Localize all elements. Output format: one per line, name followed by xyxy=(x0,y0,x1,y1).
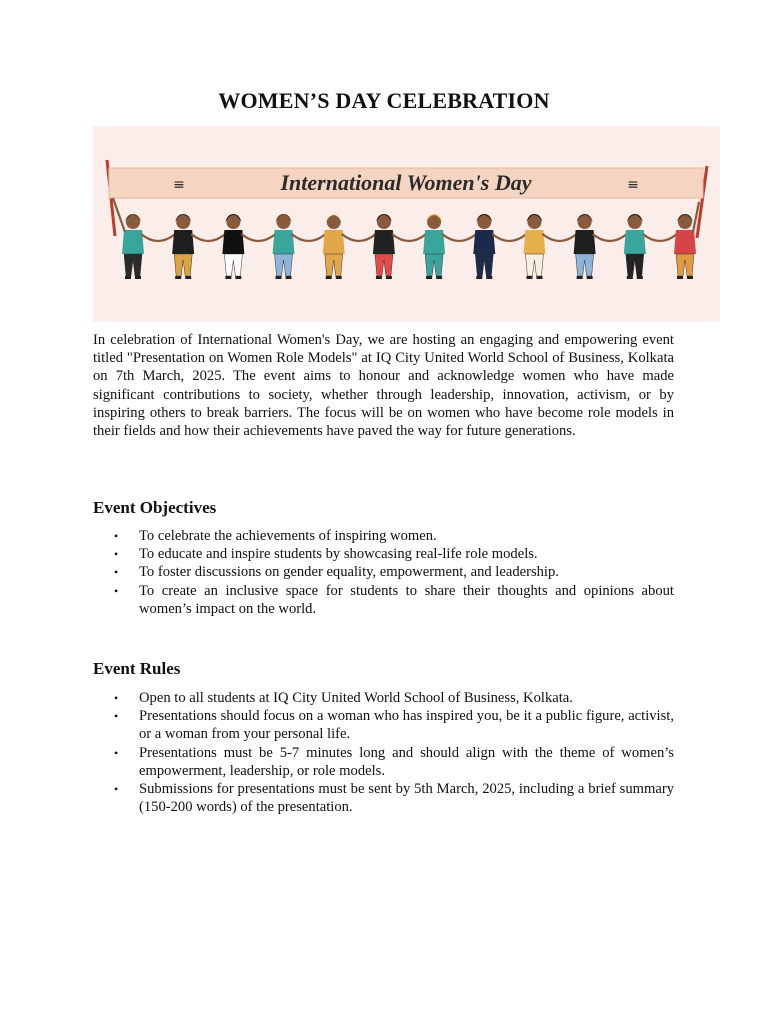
intro-paragraph: In celebration of International Women's Day, we are hosting an engaging and empowering event titled "Presentation on Women Role Models" at IQ City United World School of Business, Kolkata on 7th March, 2025. The event aims to honour and acknowledge women who have made significant contributions to society, whether through leadership, innovation, activism, or by inspiring others to break barriers. The focus will be on women who have become role models in their fields and how their achievements have paved the way for future generations. xyxy=(93,332,674,440)
bullet-icon: • xyxy=(114,691,119,705)
banner-dash-right-icon: ≡ xyxy=(627,177,639,193)
list-item xyxy=(112,689,674,707)
bullet-icon: • xyxy=(114,547,119,562)
list-item xyxy=(112,582,674,618)
list-item-text: To create an inclusive space for students to share their thoughts and opinions about women’s impact on the world. xyxy=(139,582,674,617)
bullet-icon: • xyxy=(114,782,119,797)
banner-text: International Women's Day xyxy=(280,170,532,195)
list-item-text: Presentations must be 5-7 minutes long and should align with the theme of women’s empowerment, leadership, or role models. xyxy=(139,744,674,779)
list-item xyxy=(112,563,674,581)
list-item-text: To foster discussions on gender equality, empowerment, and leadership. xyxy=(139,564,559,581)
list-item xyxy=(112,744,674,780)
list-item-text: Submissions for presentations must be sent by 5th March, 2025, including a brief summary (150-200 words) of the presentation. xyxy=(139,781,674,816)
bullet-icon: • xyxy=(114,565,119,580)
objectives-list xyxy=(112,527,674,618)
document-title: WOMEN’S DAY CELEBRATION xyxy=(218,88,550,113)
bullet-icon: • xyxy=(114,709,119,724)
list-item xyxy=(112,527,674,545)
list-item xyxy=(112,707,674,743)
banner-dash-left-icon: ≡ xyxy=(173,177,185,193)
bullet-icon: • xyxy=(114,745,119,760)
objectives-heading: Event Objectives xyxy=(93,498,217,517)
list-item-text: Open to all students at IQ City United World School of Business, Kolkata. xyxy=(139,690,573,706)
list-item-text: To educate and inspire students by showcasing real-life role models. xyxy=(139,546,538,563)
rules-list xyxy=(112,689,674,816)
list-item-text: To celebrate the achievements of inspiring women. xyxy=(139,528,437,544)
list-item xyxy=(112,780,674,816)
list-item-text: Presentations should focus on a woman who has inspired you, be it a public figure, activist, or a woman from your personal life. xyxy=(139,708,674,743)
womens-day-illustration xyxy=(93,126,720,322)
rules-heading: Event Rules xyxy=(93,659,181,678)
womens-day-banner-image xyxy=(93,126,720,322)
bullet-icon: • xyxy=(114,529,119,543)
list-item xyxy=(112,545,674,563)
bullet-icon: • xyxy=(114,583,119,598)
